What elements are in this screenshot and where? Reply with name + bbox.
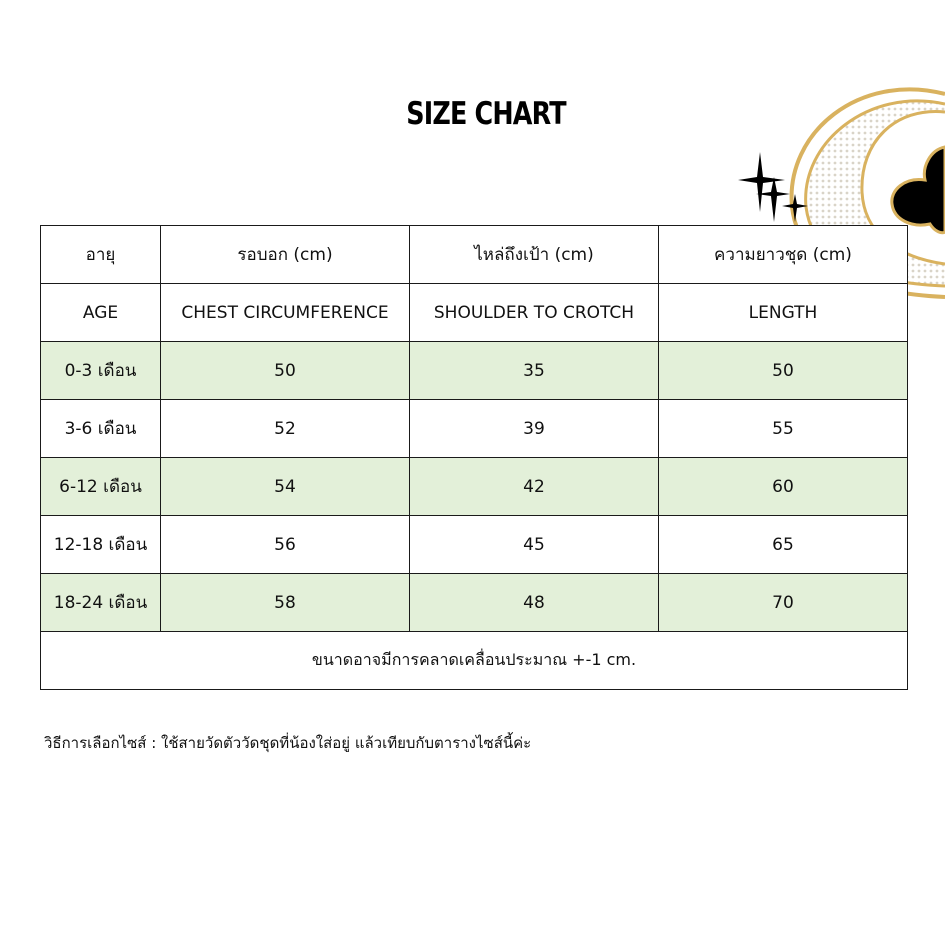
chest-cell: 58	[161, 574, 410, 632]
header-row-english	[41, 284, 908, 342]
shoulder-to-crotch-cell: 35	[410, 342, 659, 400]
table-row	[41, 458, 908, 516]
table-row	[41, 516, 908, 574]
age-cell: 0-3 เดือน	[41, 342, 161, 400]
shoulder-to-crotch-cell: 42	[410, 458, 659, 516]
tolerance-note: ขนาดอาจมีการคลาดเคลื่อนประมาณ +-1 cm.	[41, 632, 908, 690]
header-cell: ไหล่ถึงเป้า (cm)	[410, 226, 659, 284]
header-row-thai	[41, 226, 908, 284]
shoulder-to-crotch-cell: 45	[410, 516, 659, 574]
table-row	[41, 342, 908, 400]
header-cell: SHOULDER TO CROTCH	[410, 284, 659, 342]
header-cell: รอบอก (cm)	[161, 226, 410, 284]
tolerance-row	[41, 632, 908, 690]
chest-cell: 50	[161, 342, 410, 400]
header-cell: AGE	[41, 284, 161, 342]
length-cell: 50	[659, 342, 908, 400]
shoulder-to-crotch-cell: 39	[410, 400, 659, 458]
shoulder-to-crotch-cell: 48	[410, 574, 659, 632]
header-cell: LENGTH	[659, 284, 908, 342]
page-title: SIZE CHART	[406, 96, 566, 132]
length-cell: 55	[659, 400, 908, 458]
table-row	[41, 574, 908, 632]
age-cell: 18-24 เดือน	[41, 574, 161, 632]
length-cell: 60	[659, 458, 908, 516]
age-cell: 6-12 เดือน	[41, 458, 161, 516]
header-cell: ความยาวชุด (cm)	[659, 226, 908, 284]
age-cell: 3-6 เดือน	[41, 400, 161, 458]
chest-cell: 54	[161, 458, 410, 516]
size-selection-instruction: วิธีการเลือกไซส์ : ใช้สายวัดตัววัดชุดที่น้องใส่อยู่ แล้วเทียบกับตารางไซส์นี้ค่ะ	[44, 734, 532, 752]
chest-cell: 52	[161, 400, 410, 458]
chest-cell: 56	[161, 516, 410, 574]
header-cell: อายุ	[41, 226, 161, 284]
length-cell: 65	[659, 516, 908, 574]
length-cell: 70	[659, 574, 908, 632]
table-row	[41, 400, 908, 458]
header-cell: CHEST CIRCUMFERENCE	[161, 284, 410, 342]
size-chart-table	[40, 225, 908, 690]
age-cell: 12-18 เดือน	[41, 516, 161, 574]
